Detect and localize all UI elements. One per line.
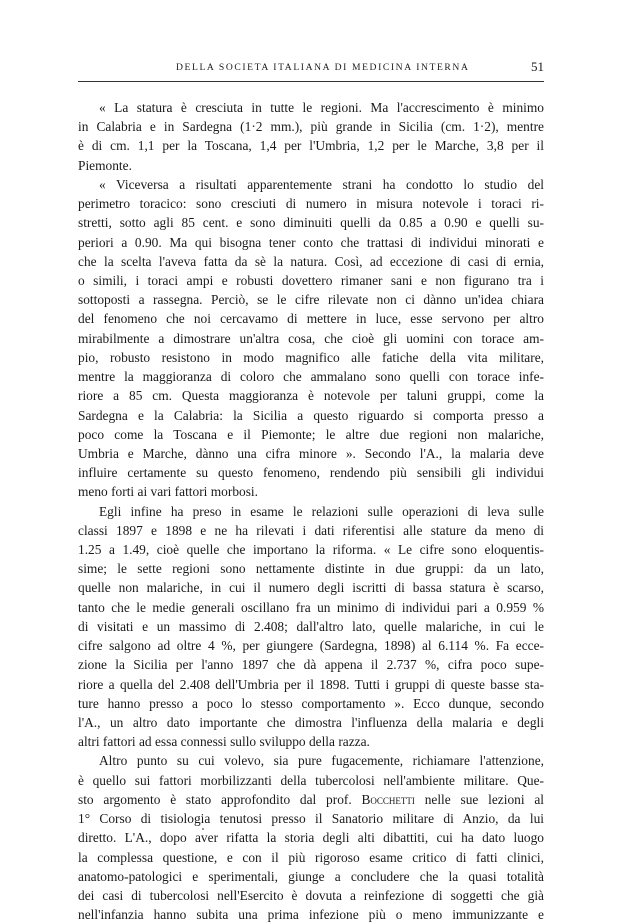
text-line: Piemonte. (78, 157, 132, 173)
text-line: o simili, i toraci ampi e robusti dovettero rimaner sani e non figurano tra i (78, 272, 544, 288)
text-line: periori a 0.90. Ma qui bisogna tener conto che trattasi di individui minorati e (78, 234, 544, 250)
text-line: altri fattori ad essa connessi sullo sviluppo della razza. (78, 734, 370, 750)
text-line: poco come la Toscana e il Piemonte; le altre due regioni non malariche, (78, 426, 544, 442)
text-line: che la scelta l'aveva fatta da sè la natura. Così, ad eccezione di casi di ernia, (78, 253, 544, 269)
text-line: nell'infanzia hanno subita una prima infezione più o meno immunizzante e (78, 907, 544, 923)
text-line: anatomo-patologici e sperimentali, giunge a concludere che la quasi totalità (78, 868, 544, 884)
text-line: 1.25 a 1.49, cioè quelle che importano la riforma. « Le cifre sono eloquentis- (78, 542, 544, 558)
body-text (78, 98, 544, 924)
text-line: riore a 85 cm. Questa maggioranza è notevole per taluni gruppi, come la (78, 388, 544, 404)
text-line: « Viceversa a risultati apparentemente strani ha condotto lo studio del (99, 176, 544, 192)
text-line: classi 1897 e 1898 e ne ha rilevati i dati riferentisi alle stature da meno di (78, 522, 544, 538)
running-header (78, 59, 544, 82)
text-line: Egli infine ha preso in esame le relazioni sulle operazioni di leva sulle (99, 503, 544, 519)
text-line: sottoposti a rassegna. Perciò, se le cifre rilevate non ci dànno un'idea chiara (78, 292, 544, 308)
text-line: la complessa questione, e con il più rigoroso esame critico di fatti clinici, (78, 849, 544, 865)
running-title: DELLA SOCIETA ITALIANA DI MEDICINA INTERNA (176, 62, 470, 73)
text-line: influire certamente su questo fenomeno, rendendo più sensibili gli individui (78, 465, 544, 481)
text-line: dei casi di tubercolosi nell'Esercito è dovuta a reinfezione di soggetti che già (78, 887, 544, 903)
text-line: è di cm. 1,1 per la Toscana, 1,4 per l'Umbria, 1,2 per le Marche, 3,8 per il (78, 138, 544, 154)
text-line: Umbria e Marche, dànno una cifra minore ». Secondo l'A., la malaria deve (78, 445, 544, 461)
text-line: del fenomeno che noi cercavamo di mettere in luce, esse servono per altro (78, 311, 544, 327)
text-line: 1° Corso di tisiologia tenutosi presso il Sanatorio militare di Anzio, da lui (78, 811, 544, 827)
text-line: mirabilmente a dimostrare un'altra cosa, che cioè gli uomini con torace am- (78, 330, 544, 346)
text-line: diretto. L'A., dopo aver rifatta la storia degli alti dibattiti, cui ha dato luogo (78, 830, 544, 846)
text-line: riore a quella del 2.408 dell'Umbria per il 1898. Tutti i gruppi di queste basse sta- (78, 676, 544, 692)
text-line: tanto che le medie generali oscillano fra un minimo di individui pari a 0.959 % (78, 599, 544, 615)
text-line: Sardegna e la Calabria: la Sicilia a questo riguardo si comporta presso a (78, 407, 544, 423)
print-speck (202, 828, 204, 830)
page-number: 51 (531, 59, 544, 74)
text-line: quelle non malariche, in cui il numero degli iscritti di bassa statura è scarso, (78, 580, 544, 596)
text-line: perimetro toracico: sono cresciuti di numero in misura notevole i toraci ri- (78, 196, 544, 212)
text-line: zione la Sicilia per l'anno 1897 che dà appena il 2.737 %, cifra poco supe- (78, 657, 544, 673)
text-line: mentre la maggioranza di coloro che ammalano sono quelli con torace infe- (78, 369, 544, 385)
text-line: Altro punto su cui volevo, sia pure fugacemente, richiamare l'attenzione, (99, 753, 544, 769)
text-line: stretti, sotto agli 85 cent. e sono diminuiti quelli da 0.85 a 0.90 e quelli su- (78, 215, 544, 231)
text-line: sime; le sette regioni sono nettamente distinte in due gruppi: da un lato, (78, 561, 544, 577)
text-line: meno forti ai vari fattori morbosi. (78, 484, 258, 500)
text-line: l'A., un altro dato importante che dimostra l'influenza della malaria e degli (78, 715, 544, 730)
text-line: di visitati e un massimo di 2.408; dall'altro lato, quelle malariche, in cui le (78, 618, 544, 634)
text-line: pio, robusto resistono in modo magnifico alle fatiche della vita militare, (78, 349, 544, 365)
text-line: cifre salgono ad oltre 4 %, per giungere (Sardegna, 1898) al 6.114 %. Fa ecce- (78, 638, 544, 654)
author-name: Bocchetti (361, 791, 415, 807)
text-line: è quello sui fattori morbilizzanti della tubercolosi nell'ambiente militare. Que- (78, 772, 544, 788)
text-line: sto argomento è stato approfondito dal prof. Bocchetti nelle sue lezioni al (78, 791, 544, 807)
text-line: « La statura è cresciuta in tutte le regioni. Ma l'accrescimento è minimo (99, 100, 544, 115)
text-line: in Calabria e in Sardegna (1·2 mm.), più grande in Sicilia (cm. 1·2), mentre (78, 119, 544, 135)
text-line: ture hanno presso a poco lo stesso comportamento ». Ecco dunque, secondo (78, 695, 544, 711)
